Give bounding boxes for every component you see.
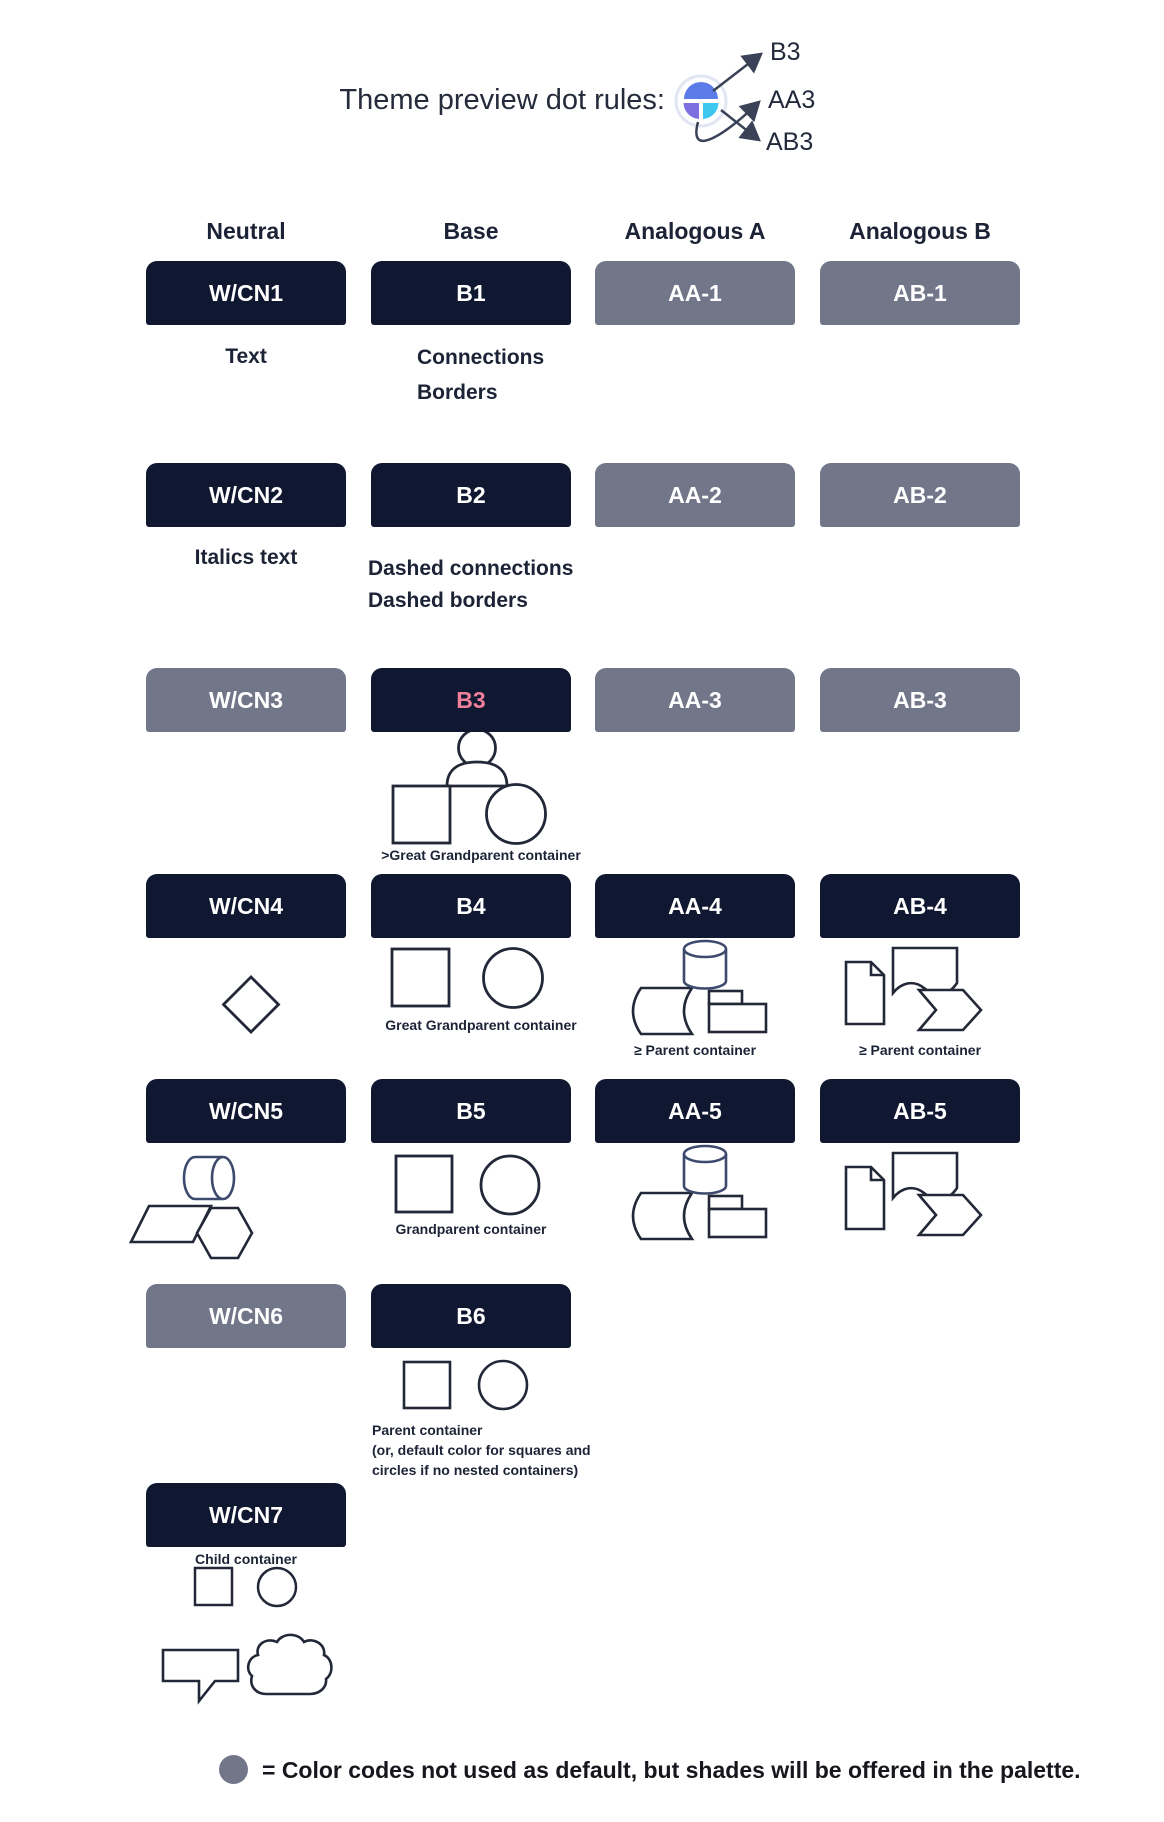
circle-shape xyxy=(487,785,546,844)
wavy-document-shape xyxy=(893,948,957,995)
swatch-b2-label: B2 xyxy=(456,481,486,508)
document-fold-line xyxy=(871,962,884,975)
column-header-analogous-b: Analogous B xyxy=(849,218,991,244)
swatch-wcn7 xyxy=(146,1483,346,1547)
circle-shape xyxy=(484,949,543,1008)
arrow-to-aa3 xyxy=(696,102,759,141)
swatch-wcn6 xyxy=(146,1284,346,1348)
swatch-wcn2-label: W/CN2 xyxy=(208,481,284,508)
swatch-aa5 xyxy=(595,1079,795,1143)
swatch-aa3 xyxy=(595,668,795,732)
legend-label-b3: B3 xyxy=(770,38,801,66)
caption-great-grandparent: Great Grandparent container xyxy=(385,1017,577,1033)
swatch-aa1-label: AA-1 xyxy=(668,279,722,306)
square-shape xyxy=(404,1362,450,1408)
caption-italics-text: Italics text xyxy=(194,546,298,569)
swatch-ab4 xyxy=(820,874,1020,938)
stored-data-shape xyxy=(633,1193,692,1239)
swatch-b3 xyxy=(371,668,571,732)
swatch-ab5-label: AB-5 xyxy=(893,1097,947,1124)
wavy-document-shape xyxy=(893,1153,957,1200)
swatch-wcn1-label: W/CN1 xyxy=(208,279,284,306)
column-header-base: Base xyxy=(443,218,499,244)
ab5-shape-group xyxy=(846,1153,981,1235)
swatch-aa4-label: AA-4 xyxy=(668,892,722,919)
document-fold-line xyxy=(871,1167,884,1180)
b6-shape-group xyxy=(404,1361,527,1409)
swatch-wcn3 xyxy=(146,668,346,732)
column-header-neutral: Neutral xyxy=(206,218,286,244)
swatch-aa2 xyxy=(595,463,795,527)
b4-shape-group xyxy=(392,949,543,1008)
swatch-b5 xyxy=(371,1079,571,1143)
chevron-shape xyxy=(919,1195,981,1235)
caption-parent-container-line2: (or, default color for squares and xyxy=(372,1442,591,1458)
person-shoulders-icon xyxy=(447,762,507,786)
legend-arrows xyxy=(696,54,761,141)
swatch-wcn2 xyxy=(146,463,346,527)
circle-shape xyxy=(479,1361,527,1409)
cylinder-body-shape xyxy=(684,1154,726,1194)
swatch-b6-label: B6 xyxy=(456,1302,486,1329)
swatch-aa4 xyxy=(595,874,795,938)
legend-label-ab3: AB3 xyxy=(766,128,814,156)
swatch-ab1 xyxy=(820,261,1020,325)
folder-tab-shape xyxy=(709,1196,742,1209)
swatch-ab2-label: AB-2 xyxy=(893,481,947,508)
b3-shape-group xyxy=(393,730,546,844)
b5-shape-group xyxy=(396,1156,539,1214)
folder-tab-shape xyxy=(709,991,742,1004)
circle-shape xyxy=(481,1156,539,1214)
swatch-b5-label: B5 xyxy=(456,1097,486,1124)
aa4-shape-group xyxy=(633,941,766,1034)
dot-bottom-left-quarter xyxy=(684,103,700,119)
square-shape xyxy=(195,1568,232,1605)
caption-dashed-borders: Dashed borders xyxy=(368,589,528,612)
horizontal-cylinder-body-shape xyxy=(184,1157,223,1199)
swatch-aa1 xyxy=(595,261,795,325)
chevron-shape xyxy=(919,990,981,1030)
page-title: Theme preview dot rules: xyxy=(339,84,665,116)
caption-child-container: Child container xyxy=(195,1551,297,1567)
cylinder-body-shape xyxy=(684,949,726,989)
legend-label-aa3: AA3 xyxy=(768,86,816,114)
column-header-analogous-a: Analogous A xyxy=(624,218,766,244)
caption-parent-container-line1: Parent container xyxy=(372,1422,483,1438)
dot-top-half xyxy=(684,82,718,99)
diamond-shape xyxy=(224,977,279,1032)
swatch-b1-label: B1 xyxy=(456,279,486,306)
swatch-wcn4 xyxy=(146,874,346,938)
caption-parent-container-block xyxy=(372,1420,652,1480)
square-shape xyxy=(392,949,449,1006)
person-head-icon xyxy=(459,730,496,767)
swatch-ab3 xyxy=(820,668,1020,732)
swatch-b4-label: B4 xyxy=(456,892,486,919)
hexagon-shape xyxy=(197,1208,252,1258)
bottom-shape-group xyxy=(163,1635,331,1701)
caption-text: Text xyxy=(225,345,267,368)
document-shape xyxy=(846,1167,884,1229)
swatch-b3-label: B3 xyxy=(456,686,486,713)
swatch-b2 xyxy=(371,463,571,527)
swatch-ab4-label: AB-4 xyxy=(893,892,947,919)
gray-dot-icon xyxy=(219,1755,248,1784)
swatch-wcn1 xyxy=(146,261,346,325)
parallelogram-shape xyxy=(131,1206,211,1242)
horizontal-cylinder-cap-shape xyxy=(212,1157,234,1199)
ab4-shape-group xyxy=(846,948,981,1030)
swatch-ab2 xyxy=(820,463,1020,527)
palette-note: = Color codes not used as default, but shades will be offered in the palette. xyxy=(262,1757,1081,1783)
square-shape xyxy=(396,1156,452,1212)
swatch-wcn6-label: W/CN6 xyxy=(208,1302,284,1329)
caption-borders: Borders xyxy=(417,381,498,404)
swatch-ab5 xyxy=(820,1079,1020,1143)
circle-shape xyxy=(258,1568,296,1606)
cylinder-top-shape xyxy=(684,1146,726,1162)
swatch-ab1-label: AB-1 xyxy=(893,279,947,306)
stored-data-shape xyxy=(633,988,692,1034)
swatch-b1 xyxy=(371,261,571,325)
swatch-aa5-label: AA-5 xyxy=(668,1097,722,1124)
swatch-wcn3-label: W/CN3 xyxy=(208,686,284,713)
cylinder-top-shape xyxy=(684,941,726,957)
swatch-wcn5-label: W/CN5 xyxy=(208,1097,284,1124)
cloud-shape xyxy=(248,1635,331,1694)
wcn5-shape-group xyxy=(131,1157,252,1258)
swatch-ab3-label: AB-3 xyxy=(893,686,947,713)
wcn7-shape-group xyxy=(195,1568,296,1606)
caption-grandparent: Grandparent container xyxy=(395,1221,547,1237)
folder-body-shape xyxy=(709,1209,766,1237)
arrow-to-b3 xyxy=(713,54,761,91)
swatch-wcn7-label: W/CN7 xyxy=(208,1501,284,1528)
caption-connections: Connections xyxy=(417,346,545,369)
folder-body-shape xyxy=(709,1004,766,1032)
dot-bottom-right-quarter xyxy=(703,103,719,119)
swatch-aa3-label: AA-3 xyxy=(668,686,722,713)
swatch-aa2-label: AA-2 xyxy=(668,481,722,508)
theme-preview-dot-icon xyxy=(676,76,726,126)
swatch-wcn5 xyxy=(146,1079,346,1143)
caption-dashed-connections: Dashed connections xyxy=(368,557,574,580)
arrow-to-ab3 xyxy=(721,110,759,140)
document-shape xyxy=(846,962,884,1024)
dot-ring xyxy=(676,76,726,126)
caption-great-grandparent-gt: >Great Grandparent container xyxy=(381,847,581,863)
swatch-b6 xyxy=(371,1284,571,1348)
caption-aa4-parent: ≥ Parent container xyxy=(633,1042,757,1058)
caption-ab4-parent: ≥ Parent container xyxy=(858,1042,982,1058)
swatch-wcn4-label: W/CN4 xyxy=(208,892,284,919)
square-shape xyxy=(393,786,450,843)
callout-shape xyxy=(163,1650,238,1701)
swatch-b4 xyxy=(371,874,571,938)
aa5-shape-group xyxy=(633,1146,766,1239)
caption-parent-container-line3: circles if no nested containers) xyxy=(372,1462,579,1478)
